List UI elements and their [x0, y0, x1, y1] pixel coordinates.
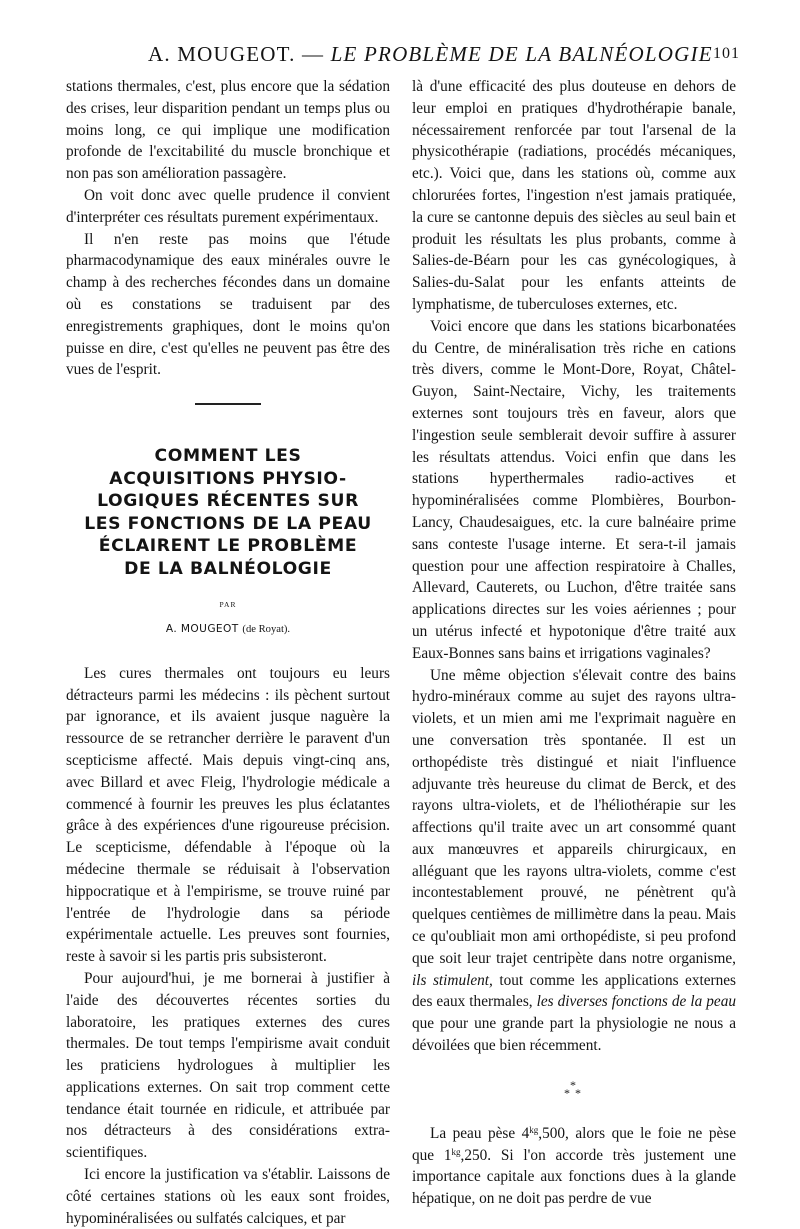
- byline: [66, 619, 390, 641]
- paragraph: là d'une efficacité des plus douteuse en dehors de leur emploi en pratiques d'hydrothérapie banale, nécessairement renforcée par tout l'arsenal de la physicothérapie (radiations, procédés mécaniques, etc.). Voici que, dans les stations où, comme aux chlorurées fortes, l'ingestion n'est jamais pratiquée, la cure se cantonne depuis des siècles au seul bain et produit les résultats les plus probants, comme à Salies-de-Béarn pour les cas gynécologiques, à Salies-du-Salat pour les enfants atteints de lymphatisme, de tuberculoses externes, etc.: [412, 78, 736, 313]
- paragraph-text: que pour une grande part la physiologie ne nous a dévoilées que bien récemment.: [412, 1015, 736, 1055]
- running-title-author: A. MOUGEOT. —: [148, 42, 325, 66]
- title-line: ACQUISITIONS PHYSIO-: [109, 468, 347, 489]
- paragraph-text: ,250. Si l'on accorde très justement une importance capitale aux fonctions dues à la glande hépatique, on ne doit pas perdre de vue: [412, 1146, 736, 1208]
- section-divider: [195, 403, 261, 405]
- paragraph: On voit donc avec quelle prudence il convient d'interpréter ces résultats purement expérimentaux.: [66, 186, 390, 226]
- paragraph: Ici encore la justification va s'établir. Laissons de côté certaines stations où les eaux sont froides, hypominéralisées ou sulfatés calciques, et par: [66, 1166, 390, 1227]
- emphasis: ils stimulent,: [412, 971, 493, 989]
- paragraph: Il n'en reste pas moins que l'étude pharmacodynamique des eaux minérales ouvre le champ à des recherches fécondes dans un domaine où es constations se traduisent par des enregistrements graphiques, dont le moins qu'on puisse en dire, c'est qu'elles ne peuvent pas être des vues de l'esprit.: [66, 230, 390, 379]
- left-column: [66, 76, 390, 1229]
- paragraph-text: tout comme les applications externes des eaux thermales,: [412, 971, 737, 1011]
- asterism-star: *: [575, 1085, 581, 1100]
- emphasis: les diverses fonctions de la peau: [536, 993, 736, 1011]
- title-line: COMMENT LES: [154, 446, 302, 467]
- paragraph: Voici encore que dans les stations bicarbonatées du Centre, de minéralisation très riche en cations très divers, comme le Mont-Dore, Royat, Châtel-Guyon, Saint-Nectaire, Vichy, les traitements externes sont toujours très en faveur, alors que l'ingestion seule semblerait devoir suffire à assurer les résultats attendus. Voici enfin que dans les stations hyperthermales radio-actives et hypominéralisées comme Plombières, Bourbon-Lancy, Chaudesaigues, etc. la cure balnéaire prime sans conteste l'usage interne. Et sera-t-il jamais question pour une affection respiratoire à Challes, Allevard, Cauterets, ou Luchon, d'être traitée sans applications directes sur les voies aériennes ; pour un utérus infecté et hypotonique d'être traité aux Eaux-Bonnes sans bains et irrigations vaginales?: [412, 317, 736, 662]
- title-line: ÉCLAIRENT LE PROBLÈME: [98, 536, 358, 557]
- page-number: 101: [713, 45, 740, 62]
- paragraph: Pour aujourd'hui, je me bornerai à justifier à l'aide des découvertes récentes sorties du laboratoire, les pratiques externes des cures thermales. De tout temps l'empirisme avait conduit les praticiens hydrologues à multiplier les applications externes. On sait trop comment cette tendance était tournée en ridicule, et attribuée par nos détracteurs à des considérations extra-scientifiques.: [66, 969, 390, 1162]
- paragraph: [412, 665, 736, 1057]
- asterism-star: *: [570, 1077, 576, 1092]
- title-line: LOGIQUES RÉCENTES SUR: [97, 491, 359, 512]
- paragraph: [412, 1123, 736, 1210]
- byline-par: PAR: [219, 600, 237, 610]
- paragraph: stations thermales, c'est, plus encore que la sédation des crises, leur disparition pendant un temps plus ou moins long, ce qui implique une modification profonde de l'excitabilité du muscle bronchique et non pas son amélioration passagère.: [66, 78, 390, 183]
- asterism: [412, 1079, 736, 1103]
- right-column: [412, 76, 736, 1210]
- paragraph-text: Une même objection s'élevait contre des bains hydro-minéraux comme au sujet des rayons ultra-violets, et un mien ami me l'exprimait naguère en une conversation très spontanée. Il est un orthopédiste très distingué et niait l'influence adjuvante très heureuse du climat de Berck, et des rayons ultra-violets, et de l'héliothérapie sur les affections qu'il traite avec un art consommé quant aux manœuvres et appareils chirurgicaux, en alléguant que les rayons ultra-violets, comme c'est incontestablement prouvé, ne pénètrent qu'à quelques centièmes de millimètre dans la peau. Mais ce qu'oubliait mon ami orthopédiste, si peu profond que soit leur trajet centripète dans notre organisme,: [412, 666, 736, 967]
- paragraph-text: La peau pèse 4: [430, 1124, 530, 1142]
- asterism-star: *: [564, 1085, 570, 1100]
- author-name: A. MOUGEOT: [165, 622, 239, 635]
- title-line: DE LA BALNÉOLOGIE: [124, 558, 332, 579]
- paragraph-text: ,500, alors que le foie ne pèse que 1: [412, 1124, 736, 1164]
- unit-superscript: kg: [451, 1146, 461, 1157]
- paragraph: Les cures thermales ont toujours eu leurs détracteurs parmi les médecins : ils pèchent surtout par ignorance, et ils avaient jusque naguère la ressource de se retrancher derrière le paravent d'un scepticisme affecté. Mais depuis vingt-cinq ans, avec Billard et avec Fleig, l'hydrologie médicale a commencé à fournir les preuves les plus éclatantes grâce à des expériences d'une rigoureuse précision. Le scepticisme, défendable à l'époque où la médecine thermale se réduisait à l'observation hippocratique et à l'empirisme, se trouve ruiné par l'entrée de l'hydrologie dans sa période expérimentale actuelle. Les preuves sont fournies, reste à savoir si les partis pris subsisteront.: [66, 664, 390, 966]
- title-line: LES FONCTIONS DE LA PEAU: [84, 513, 372, 534]
- unit-superscript: kg: [529, 1124, 539, 1135]
- author-affiliation: (de Royat).: [242, 623, 291, 635]
- article-title: [66, 445, 390, 580]
- running-header: [62, 40, 740, 70]
- running-title-subject: LE PROBLÈME DE LA BALNÉOLOGIE: [330, 42, 713, 66]
- running-title: [148, 42, 713, 67]
